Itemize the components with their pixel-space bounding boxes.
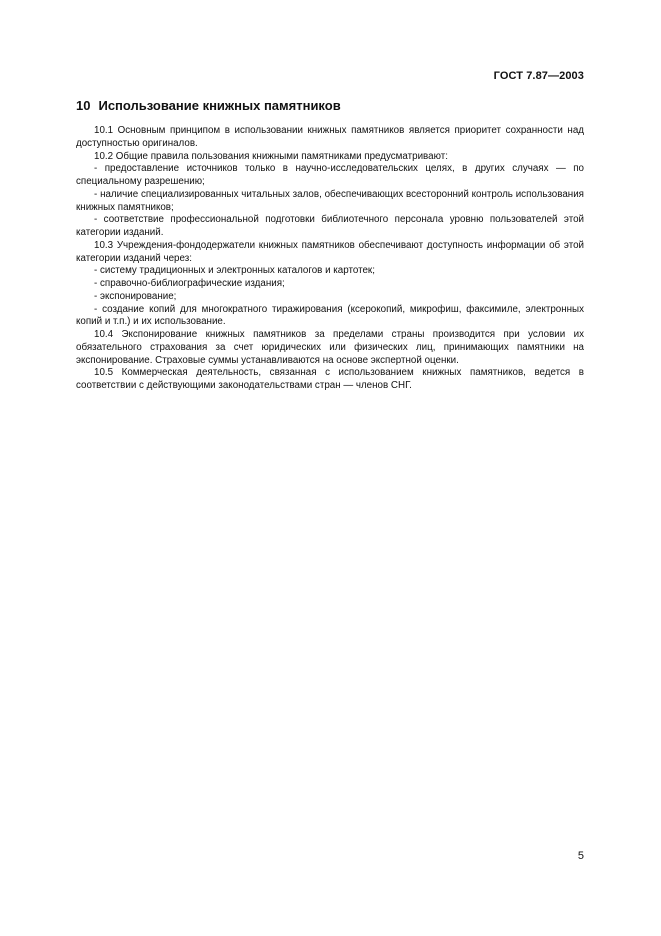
list-item: - экспонирование;: [94, 290, 177, 302]
list-item: - систему традиционных и электронных каталогов и картотек;: [94, 265, 375, 277]
document-code: ГОСТ 7.87—2003: [493, 70, 584, 82]
paragraph-10-5: 10.5 Коммерческая деятельность, связанная с использованием книжных памятников, ведется в соответствии с действующими законодательствами стран — членов СНГ.: [76, 367, 584, 391]
paragraph-10-2: 10.2 Общие правила пользования книжными памятниками предусматривают:: [94, 150, 448, 162]
section-body: [76, 125, 584, 393]
list-item: - справочно-библиографические издания;: [94, 278, 285, 289]
section-heading: [76, 98, 341, 113]
paragraph-10-4: 10.4 Экспонирование книжных памятников за пределами страны производится при условии их обязательного страхования за счет юридических или физических лиц, принимающих памятники на экспонирование. Страховые суммы устанавливаются на основе экспертной оценки.: [76, 329, 584, 366]
list-item: - наличие специализированных читальных залов, обеспечивающих всесторонний контроль использования книжных памятников;: [76, 188, 584, 213]
list-item: - предоставление источников только в научно-исследовательских целях, в других случаях — по специальному разрешению;: [76, 163, 584, 187]
list-item: - соответствие профессиональной подготовки библиотечного персонала уровню пользователей этой категории изданий.: [76, 214, 584, 238]
page-number: 5: [577, 850, 584, 862]
section-title: Использование книжных памятников: [98, 98, 341, 113]
paragraph-10-3: 10.3 Учреждения-фондодержатели книжных памятников обеспечивают доступность информации об этой категории изданий через:: [76, 239, 584, 264]
section-number: 10: [76, 98, 91, 113]
paragraph-10-1: 10.1 Основным принципом в использовании книжных памятников является приоритет сохранности над доступностью оригиналов.: [76, 125, 584, 149]
list-item: - создание копий для многократного тиражирования (ксерокопий, микрофиш, факсимиле, электронных копий и т.п.) и их использование.: [76, 303, 584, 328]
